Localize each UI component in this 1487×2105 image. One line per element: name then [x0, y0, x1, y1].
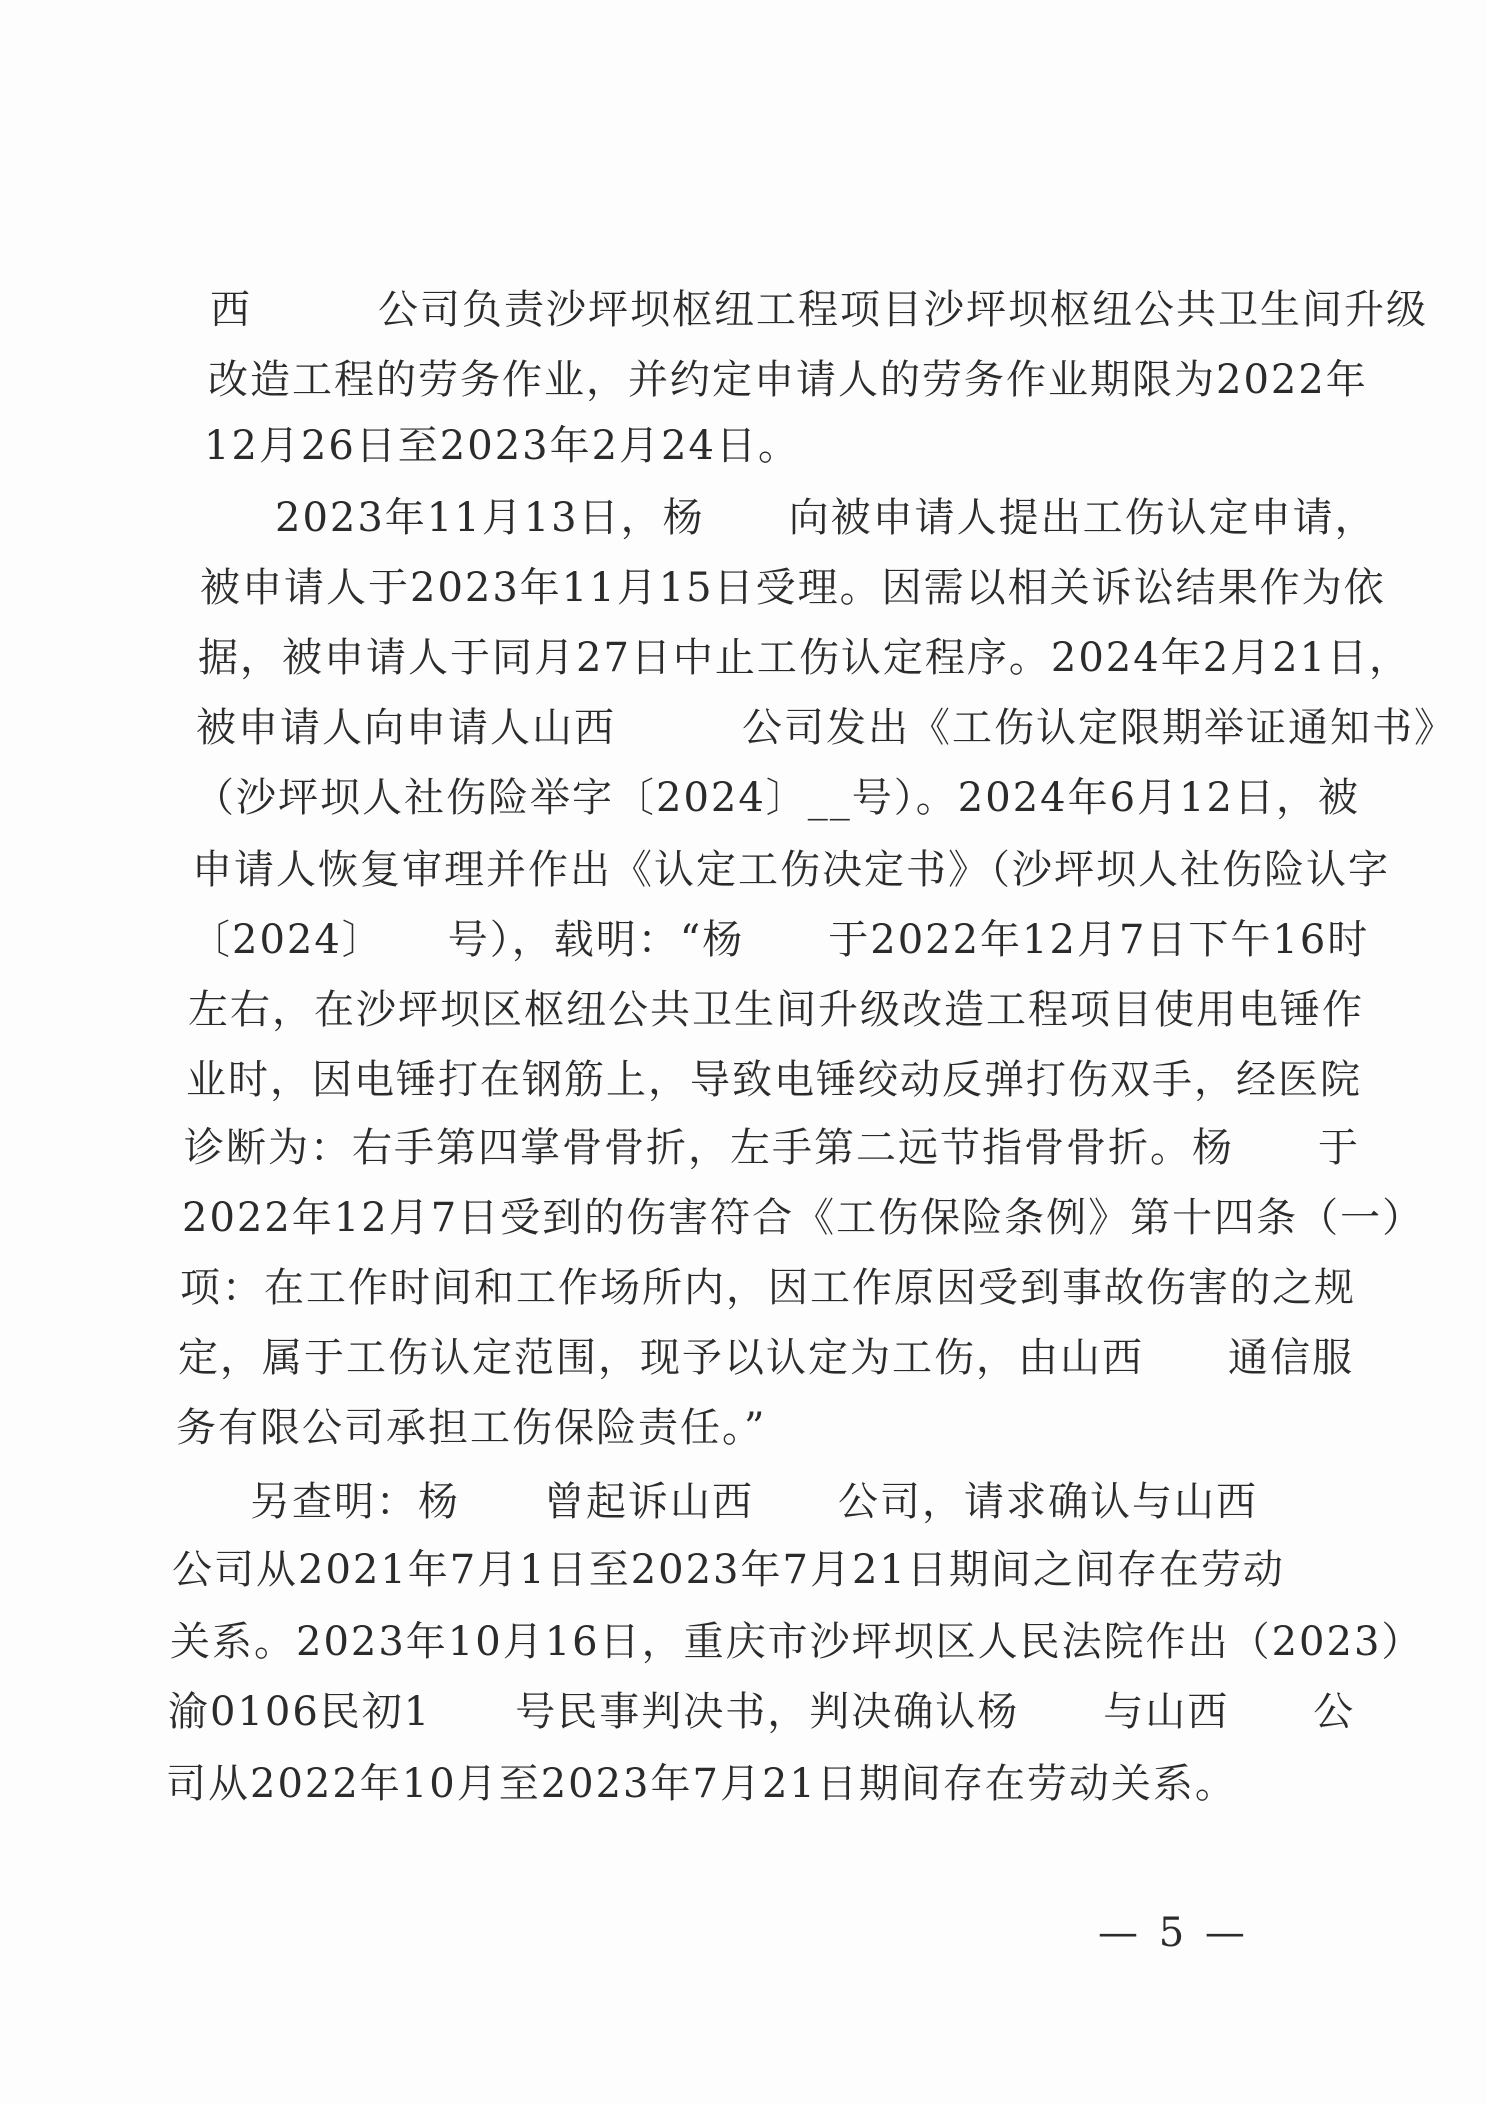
text-line: 另查明：杨 曾起诉山西 公司，请求确认与山西 — [250, 1479, 1258, 1525]
text-line: 务有限公司承担工伤保险责任。” — [176, 1405, 767, 1451]
text-line: 2023年11月13日，杨 向被申请人提出工伤认定申请， — [275, 495, 1377, 541]
text-line: 申请人恢复审理并作出《认定工伤决定书》（沙坪坝人社伤险认字 — [192, 847, 1390, 893]
text-line: 渝0106民初1 号民事判决书，判决确认杨 与山西 公 — [168, 1689, 1356, 1735]
text-line: 公司从2021年7月1日至2023年7月21日期间之间存在劳动 — [172, 1547, 1285, 1593]
text-line: 据，被申请人于同月27日中止工伤认定程序。2024年2月21日， — [198, 635, 1412, 681]
text-line: 诊断为：右手第四掌骨骨折，左手第二远节指骨骨折。杨 于 — [184, 1125, 1360, 1171]
text-line: 业时，因电锤打在钢筋上，导致电锤绞动反弹打伤双手，经医院 — [186, 1057, 1362, 1103]
text-line: （沙坪坝人社伤险举字〔2024〕__号）。2024年6月12日，被 — [194, 775, 1360, 821]
text-line: 被申请人于2023年11月15日受理。因需以相关诉讼结果作为依 — [200, 565, 1386, 611]
text-line: 12月26日至2023年2月24日。 — [204, 423, 800, 469]
text-line: 左右，在沙坪坝区枢纽公共卫生间升级改造工程项目使用电锤作 — [188, 987, 1364, 1033]
text-line: 2022年12月7日受到的伤害符合《工伤保险条例》第十四条（一） — [182, 1195, 1425, 1241]
text-line: 关系。2023年10月16日，重庆市沙坪坝区人民法院作出（2023） — [170, 1619, 1424, 1665]
page-number: — 5 — — [1098, 1910, 1249, 1956]
text-line: 定，属于工伤认定范围，现予以认定为工伤，由山西 通信服 — [178, 1335, 1354, 1381]
text-line: 西 公司负责沙坪坝枢纽工程项目沙坪坝枢纽公共卫生间升级 — [210, 287, 1428, 333]
text-line: 〔2024〕 号），载明：“杨 于2022年12月7日下午16时 — [190, 917, 1370, 963]
text-line: 项：在工作时间和工作场所内，因工作原因受到事故伤害的之规 — [180, 1265, 1356, 1311]
text-line: 司从2022年10月至2023年7月21日期间存在劳动关系。 — [166, 1761, 1237, 1807]
text-line: 改造工程的劳务作业，并约定申请人的劳务作业期限为2022年 — [208, 357, 1368, 403]
text-line: 被申请人向申请人山西 公司发出《工伤认定限期举证通知书》 — [196, 705, 1456, 751]
